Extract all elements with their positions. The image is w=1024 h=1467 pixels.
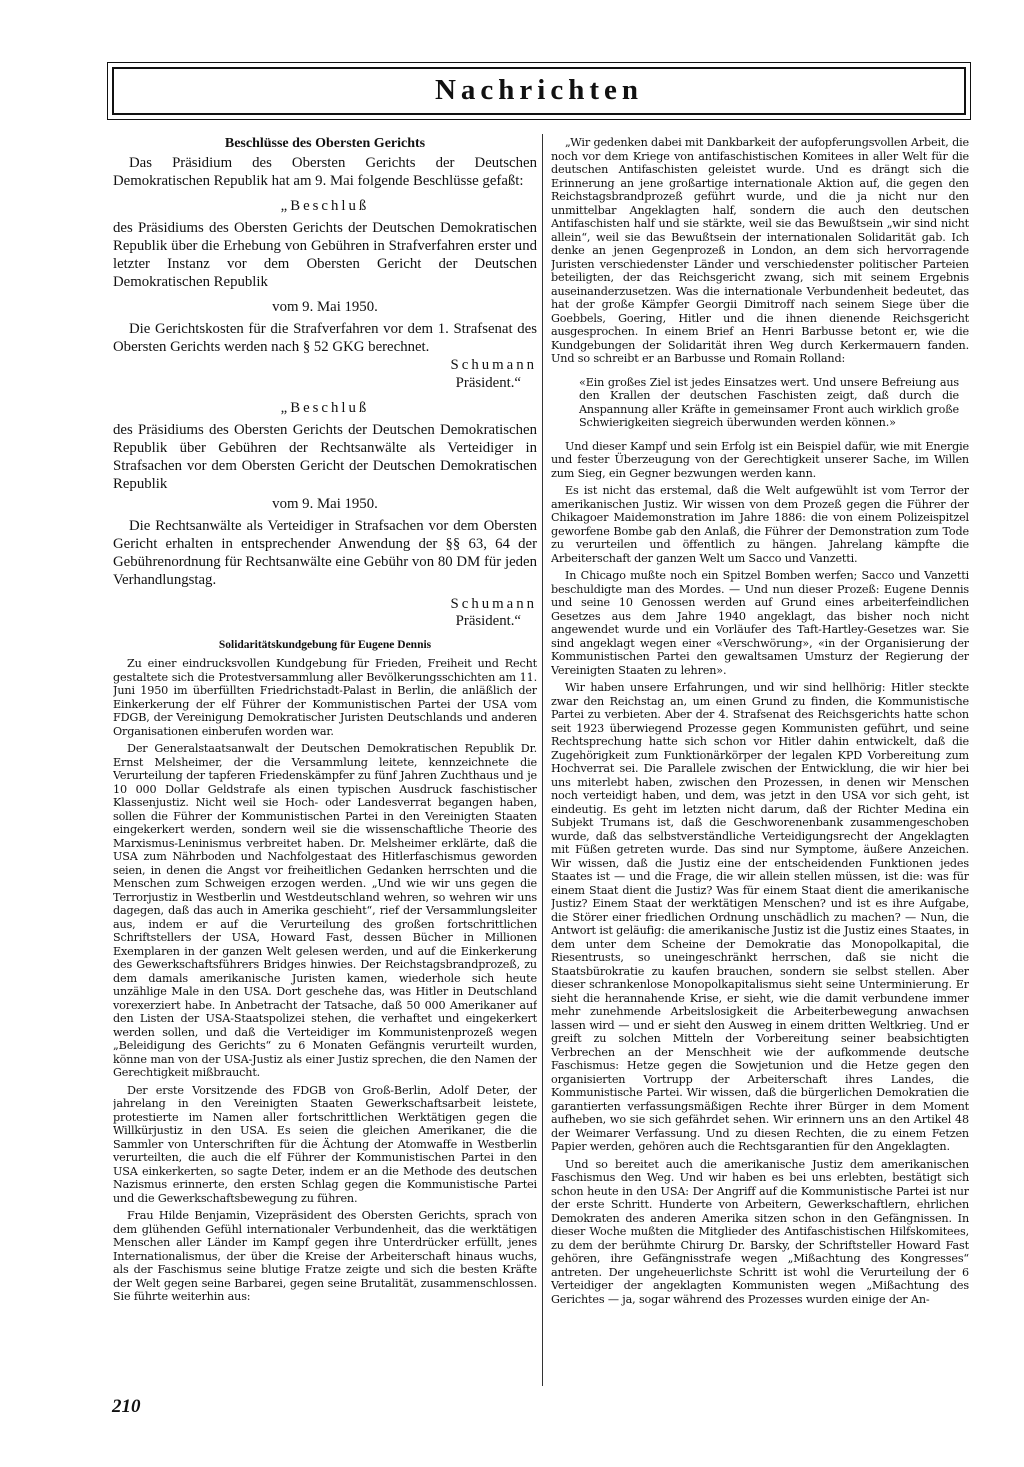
article-paragraph: Der Generalstaatsanwalt der Deutschen Demokratischen Republik Dr. Ernst Melsheimer, der die Versammlung leitete, kennzeichnete die Verurteilung der tapferen Friedenskämpfer zu fünf Jahren Zuchthaus und je 10 000 Dollar Geldstrafe als einen typischen Ausdruck faschistischer Klassenjustiz. Nicht weil sie Hoch- oder Landesverrat begangen haben, sollen die Führer der Kommunistischen Partei in den Vereinigten Staaten eingekerkert werden, sondern weil sie die wissenschaftliche Theorie des Marxismus-Leninismus verbreitet haben. Dr. Melsheimer erklärte, daß die USA zum Nährboden und Nachfolgestaat des Hitlerfaschismus geworden seien, in denen die Angst vor freiheitlichen Gedanken herrschten und die Menschen zum Schweigen erzogen werden. „Und wie wir uns gegen die Terrorjustiz in Westberlin und Westdeutschland wehren, so wehren wir uns dagegen, daß das auch in Amerika geschieht“, rief der Versammlungsleiter aus, indem er auf die Verurteilung des großen fortschrittlichen Schriftstellers der USA, Howard Fast, dessen Bücher in Millionen Exemplaren in der ganzen Welt gelesen werden, und auf die Einkerkerung des Gewerkschaftsführers Bridges hinwies. Der Reichstagsbrandprozeß, zu dem damals amerikanische Juristen kamen, wiederhole sich heute unzählige Male in den USA. Dort geschehe das, was Hitler in Deutschland vorexerziert habe. In Anbetracht der Tatsache, daß 50 000 Amerikaner auf den Listen der USA-Staatspolizei stehen, die verhaftet und eingekerkert werden sollen, und daß die Verteidiger im Kommunistenprozeß wegen „Beleidigung des Gerichts“ zu 6 Monaten Gefängnis verurteilt wurden, könne man von der USA-Justiz als einer Justiz sprechen, die den Namen der Gerechtigkeit mißbraucht. <box>113 742 537 1080</box>
block-quote: «Ein großes Ziel ist jedes Einsatzes wert. Und unsere Befreiung aus den Krallen der deutschen Faschisten zeigt, daß durch die Anspannung aller Kräfte in gemeinsamer Front auch wirklich große Schwierigkeiten siegreich überwunden werden können.» <box>579 375 959 429</box>
signature-name: Schumann <box>450 356 537 373</box>
left-column <box>113 136 537 1376</box>
resolution-2-title: „Beschluß <box>280 399 370 416</box>
resolution-1-title: „Beschluß <box>280 197 370 214</box>
resolution-2-date: vom 9. Mai 1950. <box>272 495 378 512</box>
article-heading-dennis: Solidaritätskundgebung für Eugene Dennis <box>218 639 432 652</box>
article-paragraph: In Chicago mußte noch ein Spitzel Bomben werfen; Sacco und Vanzetti beschuldigte man des Mordes. — Und nun dieser Prozeß: Eugene Dennis und seine 10 Genossen werden auf Grund eines arbeiterfeindlichen Gesetzes aus dem Jahre 1940 angeklagt, das bisher noch nicht angewendet wurde und ein Vorläufer des Taft-Hartley-Gesetzes war. Sie sind angeklagt wegen einer «Verschwörung», «in der Organisierung der Kommunistischen Partei den gewaltsamen Umsturz der Regierung der Vereinigten Staaten zu lehren». <box>551 569 969 677</box>
resolution-1-text: des Präsidiums des Obersten Gerichts der Deutschen Demokratischen Republik über die Erhebung von Gebühren in Strafverfahren erster und letzter Instanz vor dem Obersten Gericht der Deutschen Demokratischen Republik <box>113 220 537 290</box>
resolution-1-signature <box>113 357 537 393</box>
section-title: Nachrichten <box>434 74 644 106</box>
section-header-box <box>112 67 966 115</box>
resolution-2-text: des Präsidiums des Obersten Gerichts der Deutschen Demokratischen Republik über Gebühren der Rechtsanwälte als Verteidiger in Strafsachen vor dem Obersten Gericht der Deutschen Demokratischen Republik <box>113 422 537 492</box>
article-paragraph: „Wir gedenken dabei mit Dankbarkeit der aufopferungsvollen Arbeit, die noch vor dem Kriege von antifaschistischen Komitees in aller Welt für die deutschen Antifaschisten geleistet wurde. Und es drängt sich die Erinnerung an jene großartige internationale Aktion auf, die gegen den Reichstagsbrandprozeß geführt wurde, und die ja nicht nur den unmittelbar Angeklagten half, sondern die auch den deutschen Antifaschisten half und sie stärkte, weil sie das Bewußtsein „wir sind nicht allein“, weil sie das Bewußtsein der internationalen Solidarität gab. Ich denke an jenen Gegenprozeß in London, an dem sich hervorragende Juristen verschiedenster Länder und verschiedenster politischer Parteien beteiligten, der das Reichsgericht zwang, sich mit seinem Ergebnis auseinanderzusetzen. Was die internationale Verbundenheit bedeutet, das hat der große Kämpfer Georgii Dimitroff nach seinem Siege über die Goebbels, Goering, Hitler und die ihnen dienende Reichsgericht ausgesprochen. In einem Brief an Henri Barbusse betont er, wie die Kundgebungen der Solidarität ihren Weg durch Kerkermauern fanden. Und so schreibt er an Barbusse und Romain Rolland: <box>551 136 969 365</box>
article-paragraph: Frau Hilde Benjamin, Vizepräsident des Obersten Gerichts, sprach von dem glühenden Gefühl internationaler Verbundenheit, das die werktätigen Menschen aller Länder im Kampf gegen ihre Unterdrücker erfüllt, jenes Internationalismus, der über die Kreise der Arbeiterschaft hinaus wuchs, als der Faschismus seine blutige Fratze zeigte und sich die besten Kräfte der Welt gegen seine Barbarei, gegen seine Brutalität, zusammenschlossen. Sie führte weiterhin aus: <box>113 1209 537 1304</box>
signature-name: Schumann <box>450 595 537 612</box>
resolution-2-signature <box>113 596 537 632</box>
article-paragraph: Es ist nicht das erstemal, daß die Welt aufgewühlt ist vom Terror der amerikanischen Justiz. Wir wissen von dem Prozeß gegen die Führer der Chikagoer Maidemonstration im Jahre 1886: die von einem Polizeispitzel geworfene Bombe gab den Anlaß, die Führer der Demonstration zum Tode zu verurteilen und öffentlich zu hängen. Jahrelang kämpfte die Arbeiterschaft der ganzen Welt um Sacco und Vanzetti. <box>551 484 969 565</box>
signature-role: Präsident.“ <box>455 613 521 630</box>
intro-paragraph: Das Präsidium des Obersten Gerichts der Deutschen Demokratischen Republik hat am 9. Mai folgende Beschlüsse gefaßt: <box>113 155 537 189</box>
article-paragraph: Und dieser Kampf und sein Erfolg ist ein Beispiel dafür, wie mit Energie und fester Überzeugung von der Gerechtigkeit unserer Sache, im Willen zum Sieg, ein Gegner bezwungen werden kann. <box>551 439 969 480</box>
article-heading-court: Beschlüsse des Obersten Gerichts <box>224 136 426 151</box>
signature-role: Präsident.“ <box>455 374 521 391</box>
resolution-1-body: Die Gerichtskosten für die Strafverfahren vor dem 1. Strafsenat des Obersten Gerichts werden nach § 52 GKG berechnet. <box>113 321 537 356</box>
column-divider <box>542 134 543 1386</box>
resolution-2-body: Die Rechtsanwälte als Verteidiger in Strafsachen vor dem Obersten Gericht erhalten in entsprechender Anwendung der §§ 63, 64 der Gebührenordnung für Rechtsanwälte eine Gebühr von 80 DM für jeden Verhandlungstag. <box>113 518 537 588</box>
article-paragraph: Der erste Vorsitzende des FDGB von Groß-Berlin, Adolf Deter, der jahrelang in den Vereinigten Staaten Gewerkschaftsarbeit leistete, protestierte im Namen aller fortschrittlichen Werktätigen gegen die Willkürjustiz in den USA. Es seien die gleichen Amerikaner, die die Sammler von Unterschriften für die Ächtung der Atomwaffe in Westberlin verurteilten, die auch die elf Führer der Kommunistischen Partei in den USA einkerkerten, so sagte Deter, indem er an die Methode des deutschen Nazismus erinnerte, den ersten Schlag gegen die Kommunistische Partei und die Gewerkschaftsbewegung zu führen. <box>113 1083 537 1205</box>
article-paragraph: Zu einer eindrucksvollen Kundgebung für Frieden, Freiheit und Recht gestaltete sich die Protestversammlung aller Bevölkerungsschichten am 11. Juni 1950 im überfüllten Friedrichstadt-Palast in Berlin, die anläßlich der Einkerkerung der elf Führer der Kommunistischen Partei der USA vom FDGB, der Vereinigung Demokratischer Juristen Deutschlands und anderen Organisationen einberufen worden war. <box>113 657 537 738</box>
page-number: 210 <box>112 1396 141 1417</box>
right-column <box>551 136 969 1386</box>
article-paragraph: Wir haben unsere Erfahrungen, und wir sind hellhörig: Hitler steckte zwar den Reichstag an, um einen Grund zu finden, die Kommunistische Partei zu verbieten. Aber der 4. Strafsenat des Reichsgerichts hatte schon seit 1923 überwiegend Prozesse gegen Kommunisten geführt, und seine Rechtsprechung hatte sich schon vor Hitler dahin entwickelt, daß die Zugehörigkeit zum Funktionärkörper der legalen KPD Vorbereitung zum Hochverrat sei. Die Parallele zwischen der Entwicklung, die wir hier bei uns miterlebt haben, zwischen den Prozessen, in denen wir Menschen noch verteidigt haben, und dem, was jetzt in den USA vor sich geht, ist eindeutig. Es geht im letzten nicht darum, daß der Richter Medina ein Subjekt Trumans ist, daß die Geschworenenbank zusammengeschoben wurde, daß das selbstverständliche Verteidigungsrecht der Angeklagten mit Füßen getreten wurde. Das sind nur Symptome, äußere Anzeichen. Wir wissen, daß die Justiz eine der entscheidenden Funktionen jedes Staates ist — und die Frage, die wir allein stellen müssen, ist die: was für einem Staat dient die Justiz? Was für einem Staat dient die amerikanische Justiz? Einem Staat der werktätigen Menschen? und ist es ihre Aufgabe, die Störer einer friedlichen Ordnung unschädlich zu machen? — Nun, die Antwort ist geläufig: die amerikanische Justiz ist die Justiz eines Staates, in dem unter dem Scheine der Demokratie das Monopolkapital, die Riesentrusts, so uneingeschränkt herrschen, daß sie nicht die Staatsbürokratie zu kaufen brauchen, sondern sie selbst stellen. Aber dieser schrankenlose Monopolkapitalismus sieht seine Unterminierung. Er sieht die herannahende Krise, er sieht, wie die damit verbundene immer mehr zunehmende Arbeitslosigkeit die Arbeiterbewegung anwachsen lassen wird — und er sieht den Ausweg in einem dritten Weltkrieg. Und er greift zu solchen Mitteln der Vorbereitung seiner beabsichtigten Verbrechen an der Menschheit wie der aufkommende deutsche Faschismus: Hetze gegen die Sowjetunion und die Hetze gegen den organisierten Vortrupp der Arbeiterschaft ihres Landes, die Kommunistische Partei. Wir wissen, daß die bürgerlichen Demokratien die garantierten verfassungsmäßigen Rechte ihrer Bürger in dem Moment aufheben, wo sie sich gefährdet sehen. Wir erinnern uns an den Artikel 48 der Weimarer Verfassung. Und zu diesen Rechten, die zu einem Fetzen Papier werden, gehören auch die Rechtsgarantien für den Angeklagten. <box>551 681 969 1153</box>
article-paragraph: Und so bereitet auch die amerikanische Justiz dem amerikanischen Faschismus den Weg. Und wir haben es bei uns erlebten, bestätigt sich schon heute in den USA: Der Angriff auf die Kommunistische Partei ist nur der erste Schritt. Hunderte von Arbeitern, Gewerkschaftlern, ehrlichen Demokraten des anderen Amerika sitzen schon in den Gefängnissen. In dieser Woche mußten die Mitglieder des Antifaschistischen Hilfskomitees, zu dem der berühmte Chirurg Dr. Barsky, der Schriftsteller Howard Fast gehören, ihre Gefängnisstrafe wegen „Mißachtung des Kongresses“ antreten. Der ungeheuerlichste Schritt ist wohl die Verurteilung der 6 Verteidiger der angeklagten Kommunisten wegen „Mißachtung des Gerichtes — ja, sogar während des Prozesses wurden einige der An- <box>551 1157 969 1306</box>
resolution-1-date: vom 9. Mai 1950. <box>272 298 378 315</box>
